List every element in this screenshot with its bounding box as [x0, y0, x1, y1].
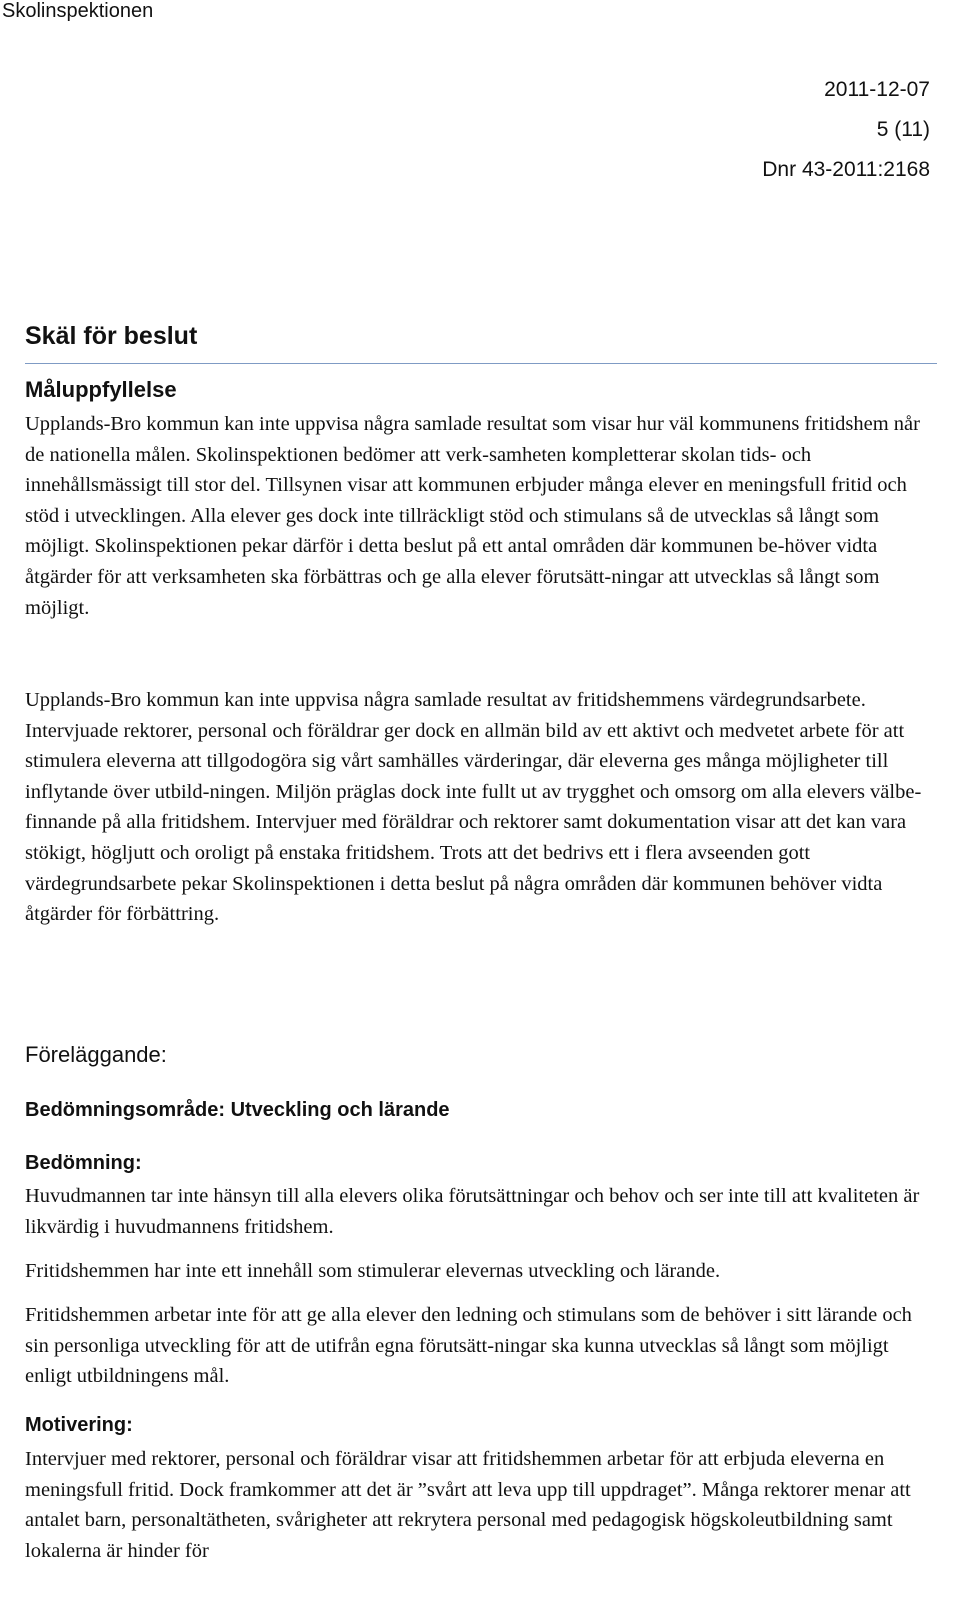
- section-title: Skäl för beslut: [25, 322, 198, 350]
- document-header-title: Skolinspektionen: [2, 0, 154, 22]
- document-date: 2011-12-07: [824, 78, 930, 101]
- bedomning-paragraph-1: Huvudmannen tar inte hänsyn till alla elevers olika förutsättningar och behov och ser inte till att kvaliteten är likvärdig i huvudmannens fritidshem.: [25, 1185, 920, 1238]
- section-divider: [25, 363, 937, 364]
- maluppfyllelse-heading: Måluppfyllelse: [25, 377, 177, 402]
- maluppfyllelse-paragraph-2: Upplands-Bro kommun kan inte uppvisa några samlade resultat av fritidshemmens värdegrundsarbete. Intervjuade rektorer, personal och föräldrar ger dock en allmän bild av ett aktivt och medvetet arbete för att stimulera eleverna att tillgodogöra sig vårt samhälles värderingar, där eleverna ges många möjligheter till inflytande över utbild-ningen. Miljön präglas dock inte fullt ut av trygghet och omsorg om alla elevers välbe-finnande på alla fritidshem. Intervjuer med föräldrar och rektorer samt dokumentation visar att det kan vara stökigt, högljutt och oroligt på enstaka fritidshem. Trots att det bedrivs ett i flera avseenden gott värdegrundsarbete pekar Skolinspektionen i detta beslut på några områden där kommunen behöver vidta åtgärder för förbättring.: [25, 689, 922, 926]
- page-number: 5 (11): [876, 118, 930, 141]
- forelaggande-heading: Föreläggande:: [25, 1042, 167, 1067]
- document-dnr: Dnr 43-2011:2168: [762, 158, 930, 181]
- bedomning-heading: Bedömning:: [25, 1152, 142, 1174]
- bedomning-paragraph-3: Fritidshemmen arbetar inte för att ge alla elever den ledning och stimulans som de behöver i sitt lärande och sin personliga utveckling för att de utifrån egna förutsätt-ningar ska kunna utvecklas så långt som möjligt enligt utbildningens mål.: [25, 1304, 912, 1388]
- bedomning-paragraph-2: Fritidshemmen har inte ett innehåll som stimulerar elevernas utveckling och lärande.: [25, 1260, 721, 1282]
- motivering-paragraph-1: Intervjuer med rektorer, personal och föräldrar visar att fritidshemmen arbetar för att erbjuda eleverna en meningsfull fritid. Dock framkommer att det är ”svårt att leva upp till uppdraget”. Många rektorer menar att antalet barn, personaltätheten, svårigheter att rekrytera personal med pedagogisk högskoleutbildning samt lokalerna är hinder för: [25, 1448, 911, 1562]
- bedomningsomrade-heading: Bedömningsområde: Utveckling och lärande: [25, 1099, 450, 1121]
- maluppfyllelse-paragraph-1: Upplands-Bro kommun kan inte uppvisa några samlade resultat som visar hur väl kommunens fritidshem når de nationella målen. Skolinspektionen bedömer att verk-samheten kompletterar skolan tids- och innehållsmässigt till stor del. Tillsynen visar att kommunen erbjuder många elever en meningsfull fritid och stöd i utvecklingen. Alla elever ges dock inte tillräckligt stöd och stimulans så de utvecklas så långt som möjligt. Skolinspektionen pekar därför i detta beslut på ett antal områden där kommunen be-höver vidta åtgärder för att verksamheten ska förbättras och ge alla elever förutsätt-ningar att utvecklas så långt som möjligt.: [25, 413, 920, 619]
- motivering-heading: Motivering:: [25, 1414, 133, 1436]
